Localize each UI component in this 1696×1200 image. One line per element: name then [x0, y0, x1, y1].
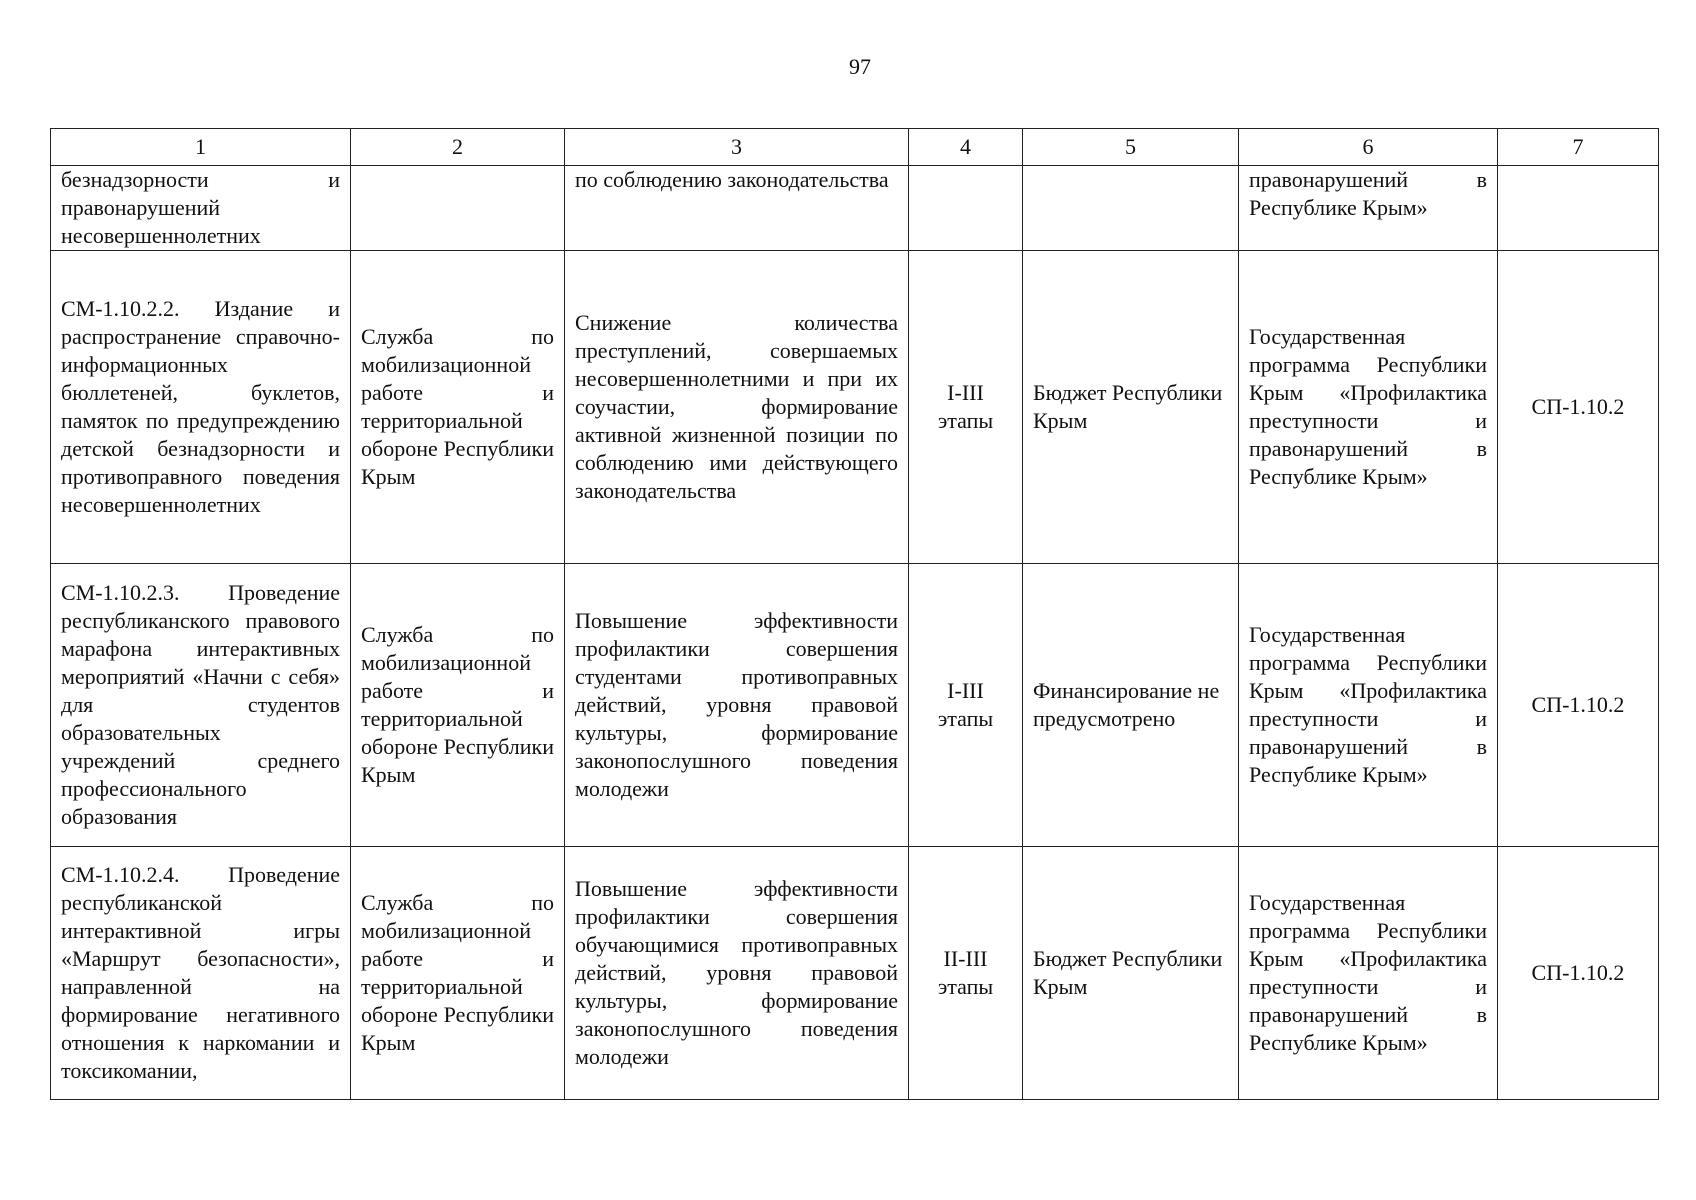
program-cell: правонарушений в Республике Крым»: [1239, 166, 1498, 251]
executor-cell: [351, 166, 565, 251]
code-cell: СП-1.10.2: [1498, 251, 1659, 564]
expected-result-cell: Повышение эффективности профилактики совершения обучающимися противоправных действий, уровня правовой культуры, формирование законопослушного поведения молодежи: [565, 847, 909, 1100]
column-header-1: 1: [51, 129, 351, 166]
column-header-2: 2: [351, 129, 565, 166]
column-header-6: 6: [1239, 129, 1498, 166]
code-cell: [1498, 166, 1659, 251]
funding-cell: Бюджет Республики Крым: [1023, 251, 1239, 564]
column-header-7: 7: [1498, 129, 1659, 166]
table-row: [51, 847, 1659, 1100]
stage-cell: I-III этапы: [909, 251, 1023, 564]
expected-result-cell: Повышение эффективности профилактики совершения студентами противоправных действий, уровня правовой культуры, формирование законопослушного поведения молодежи: [565, 564, 909, 847]
measure-name-cell: безнадзорности и правонарушений несовершеннолетних: [51, 166, 351, 251]
program-cell: Государственная программа Республики Крым «Профилактика преступности и правонарушений в Республике Крым»: [1239, 847, 1498, 1100]
expected-result-cell: Снижение количества преступлений, совершаемых несовершеннолетними и при их соучастии, формирование активной жизненной позиции по соблюдению ими действующего законодательства: [565, 251, 909, 564]
stage-cell: I-III этапы: [909, 564, 1023, 847]
stage-cell: II-III этапы: [909, 847, 1023, 1100]
page-number: 97: [849, 54, 871, 79]
executor-cell: Служба по мобилизационной работе и территориальной обороне Республики Крым: [351, 251, 565, 564]
executor-cell: Служба по мобилизационной работе и территориальной обороне Республики Крым: [351, 847, 565, 1100]
program-cell: Государственная программа Республики Крым «Профилактика преступности и правонарушений в Республике Крым»: [1239, 251, 1498, 564]
funding-cell: Финансирование не предусмотрено: [1023, 564, 1239, 847]
table-row: [51, 564, 1659, 847]
table-row: [51, 251, 1659, 564]
expected-result-cell: по соблюдению законодательства: [565, 166, 909, 251]
measures-table: [50, 128, 1659, 1100]
code-cell: СП-1.10.2: [1498, 564, 1659, 847]
stage-cell: [909, 166, 1023, 251]
funding-cell: Бюджет Республики Крым: [1023, 847, 1239, 1100]
executor-cell: Служба по мобилизационной работе и территориальной обороне Республики Крым: [351, 564, 565, 847]
funding-cell: [1023, 166, 1239, 251]
code-cell: СП-1.10.2: [1498, 847, 1659, 1100]
column-header-3: 3: [565, 129, 909, 166]
column-header-5: 5: [1023, 129, 1239, 166]
measure-name-cell: СМ-1.10.2.4. Проведение республиканской интерактивной игры «Маршрут безопасности», направленной на формирование негативного отношения к наркомании и токсикомании,: [51, 847, 351, 1100]
header-row: [51, 129, 1659, 166]
program-cell: Государственная программа Республики Крым «Профилактика преступности и правонарушений в Республике Крым»: [1239, 564, 1498, 847]
column-header-4: 4: [909, 129, 1023, 166]
table-row: [51, 166, 1659, 251]
measure-name-cell: СМ-1.10.2.2. Издание и распространение справочно-информационных бюллетеней, буклетов, памяток по предупреждению детской безнадзорности и противоправного поведения несовершеннолетних: [51, 251, 351, 564]
measure-name-cell: СМ-1.10.2.3. Проведение республиканского правового марафона интерактивных мероприятий «Начни с себя» для студентов образовательных учреждений среднего профессионального образования: [51, 564, 351, 847]
